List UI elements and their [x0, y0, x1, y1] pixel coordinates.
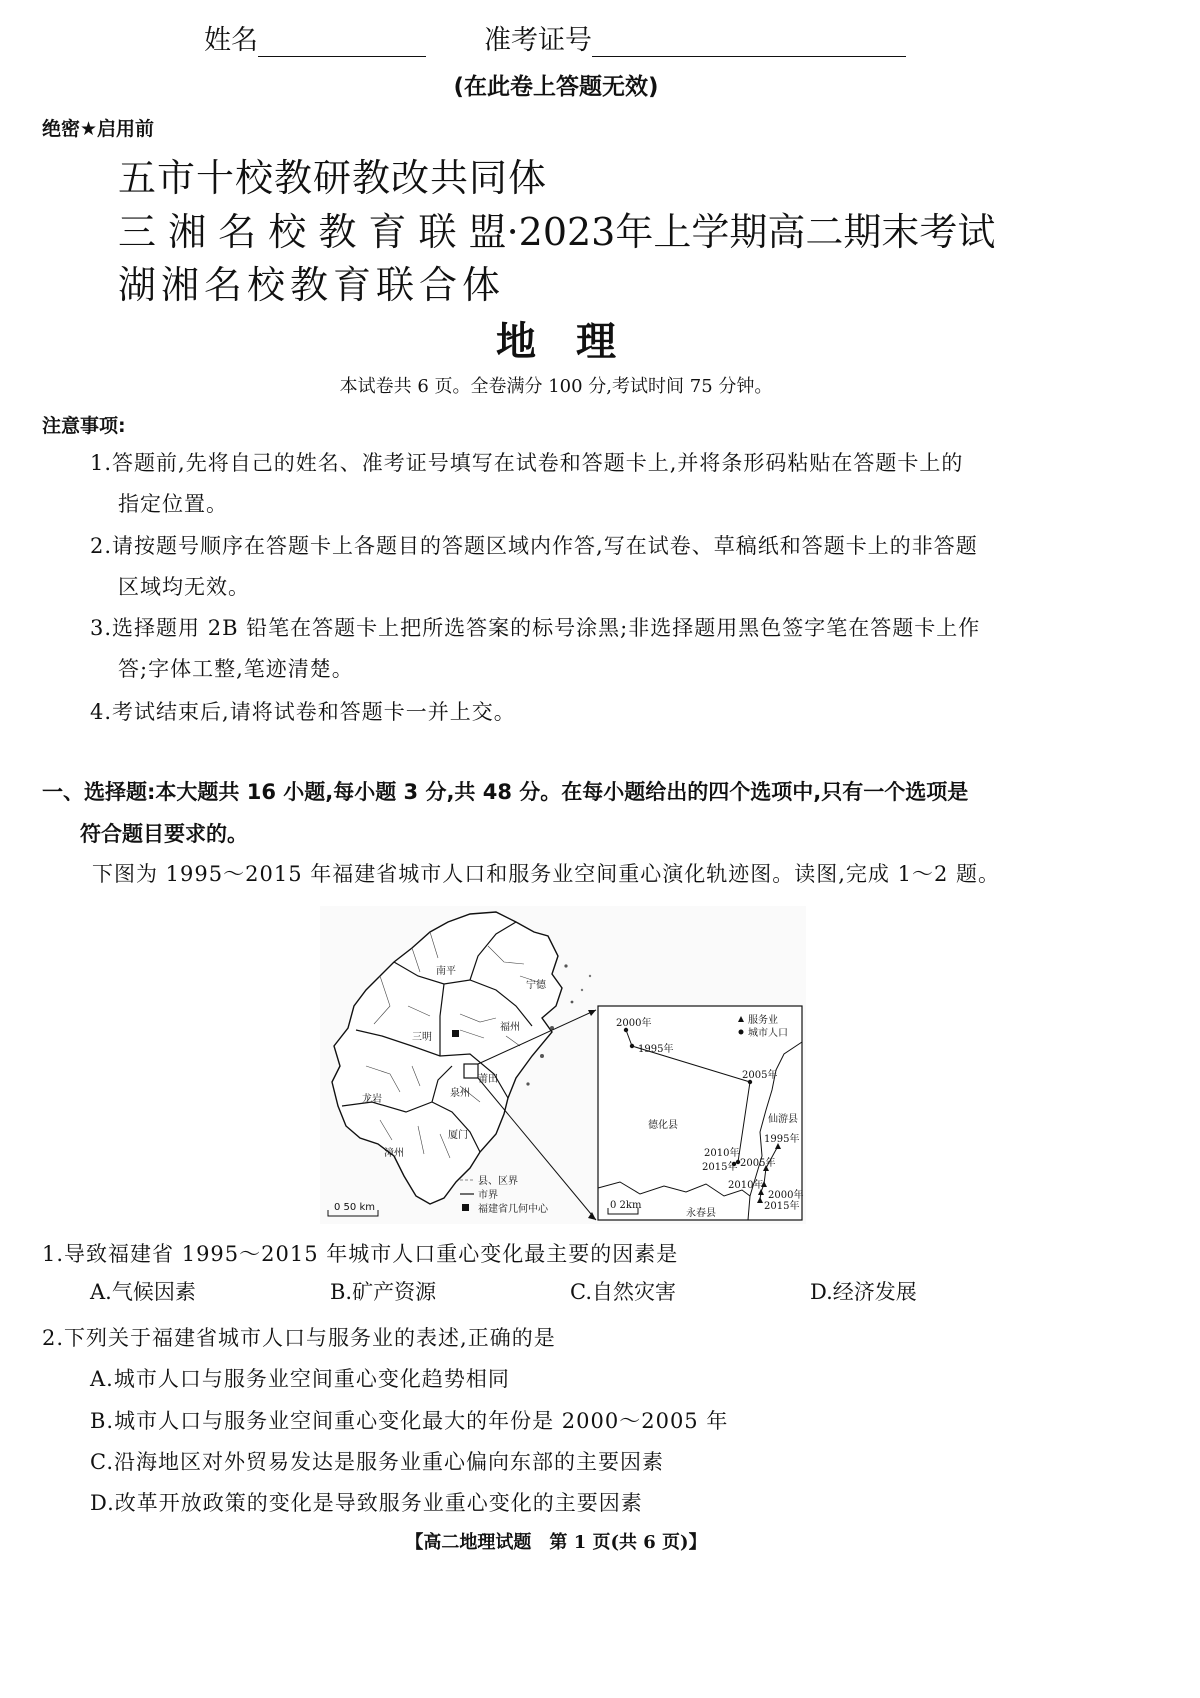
- city-label-xiamen: 厦门: [448, 1130, 468, 1141]
- exam-info: 本试卷共 6 页。全卷满分 100 分,考试时间 75 分钟。: [339, 376, 773, 397]
- island: [571, 1001, 574, 1004]
- id-label: 准考证号: [484, 25, 592, 56]
- city-label-sanming: 三明: [412, 1032, 432, 1043]
- note-3b: 答;字体工整,笔迹清楚。: [118, 657, 354, 681]
- q2-option-c: C.沿海地区对外贸易发达是服务业重心偏向东部的主要因素: [90, 1450, 664, 1474]
- island: [589, 975, 591, 977]
- island: [564, 964, 567, 967]
- service-label-2005: 2005年: [740, 1158, 776, 1169]
- population-point-1995: [630, 1044, 634, 1048]
- main-scale-label: 0 50 km: [334, 1202, 375, 1213]
- population-label-2005: 2005年: [742, 1070, 778, 1081]
- name-blank: [258, 30, 426, 57]
- inset-county-xianyou: 仙游县: [768, 1114, 798, 1125]
- legend-center-label: 福建省几何中心: [478, 1204, 548, 1215]
- q2-option-d: D.改革开放政策的变化是导致服务业重心变化的主要因素: [90, 1491, 643, 1515]
- org-line-1: 五市十校教研教改共同体: [118, 156, 548, 200]
- city-label-zhangzhou: 漳州: [384, 1148, 404, 1159]
- org-line-2: 三 湘 名 校 教 育 联 盟: [118, 210, 507, 254]
- q1-option-b: B.矿产资源: [330, 1280, 437, 1304]
- city-label-quanzhou: 泉州: [450, 1088, 470, 1099]
- section-heading-1: 一、选择题:本大题共 16 小题,每小题 3 分,共 48 分。在每小题给出的四个选项中,只有一个选项是: [42, 780, 969, 804]
- page-footer: 【高二地理试题 第 1 页(共 6 页)】: [405, 1532, 707, 1553]
- island: [540, 1054, 544, 1058]
- exam-name: ·2023年上学期高二期末考试: [506, 210, 996, 254]
- fujian-map-figure: [320, 906, 806, 1224]
- city-label-putian: 莆田: [478, 1074, 498, 1085]
- city-label-longyan: 龙岩: [362, 1094, 382, 1105]
- population-label-1995: 1995年: [638, 1044, 674, 1055]
- note-1a: 1.答题前,先将自己的姓名、准考证号填写在试卷和答题卡上,并将条形码粘贴在答题卡上的: [90, 451, 964, 475]
- notes-heading: 注意事项:: [42, 415, 126, 437]
- org-line-3: 湖湘名校教育联合体: [118, 263, 506, 307]
- question-1-stem: 1.导致福建省 1995～2015 年城市人口重心变化最主要的因素是: [42, 1242, 679, 1266]
- q1-option-a: A.气候因素: [90, 1280, 196, 1304]
- note-1b: 指定位置。: [118, 492, 228, 516]
- figure-intro: 下图为 1995～2015 年福建省城市人口和服务业空间重心演化轨迹图。读图,完成 1～2 题。: [92, 862, 1000, 886]
- inset-county-dehua: 德化县: [648, 1120, 678, 1131]
- name-field: [204, 18, 426, 57]
- service-label-2000: 2000年: [768, 1190, 804, 1201]
- question-2-stem: 2.下列关于福建省城市人口与服务业的表述,正确的是: [42, 1326, 556, 1350]
- city-label-fuzhou: 福州: [500, 1022, 520, 1033]
- invalid-note: (在此卷上答题无效): [453, 74, 659, 100]
- q2-option-b: B.城市人口与服务业空间重心变化最大的年份是 2000～2005 年: [90, 1409, 729, 1433]
- note-2a: 2.请按题号顺序在答题卡上各题目的答题区域内作答,写在试卷、草稿纸和答题卡上的非答题: [90, 534, 978, 558]
- section-heading-2: 符合题目要求的。: [80, 822, 248, 846]
- inset-legend-population-symbol: [739, 1030, 744, 1035]
- note-4: 4.考试结束后,请将试卷和答题卡一并上交。: [90, 700, 516, 724]
- service-label-1995: 1995年: [764, 1134, 800, 1145]
- inset-county-yongchun: 永春县: [686, 1208, 716, 1219]
- population-label-2000: 2000年: [616, 1018, 652, 1029]
- note-2b: 区域均无效。: [118, 575, 250, 599]
- name-label: 姓名: [204, 25, 258, 56]
- q1-option-c: C.自然灾害: [570, 1280, 676, 1304]
- city-label-ningde: 宁德: [526, 980, 546, 991]
- inset-legend-population: 城市人口: [748, 1028, 788, 1039]
- note-3a: 3.选择题用 2B 铅笔在答题卡上把所选答案的标号涂黑;非选择题用黑色签字笔在答题卡上作: [90, 616, 981, 640]
- inset-scale-label: 0 2km: [610, 1200, 642, 1211]
- service-label-2010: 2010年: [728, 1180, 764, 1191]
- q2-option-a: A.城市人口与服务业空间重心变化趋势相同: [90, 1367, 510, 1391]
- subject-title: 地 理: [496, 319, 616, 365]
- island: [526, 1082, 529, 1085]
- population-label-2010: 2010年: [704, 1148, 740, 1159]
- legend-center-marker: [462, 1204, 469, 1211]
- q1-option-d: D.经济发展: [810, 1280, 917, 1304]
- org-line-2-row: [118, 201, 995, 256]
- geometric-center-marker: [452, 1030, 459, 1037]
- id-blank: [592, 30, 906, 57]
- island: [581, 989, 583, 991]
- id-field: [484, 18, 906, 57]
- inset-legend-service: 服务业: [748, 1015, 778, 1026]
- secret-label: 绝密★启用前: [42, 118, 155, 140]
- service-label-2015: 2015年: [764, 1201, 800, 1212]
- legend-county-label: 县、区界: [478, 1176, 518, 1187]
- legend-city-label: 市界: [478, 1190, 498, 1201]
- city-label-nanping: 南平: [436, 966, 456, 977]
- population-label-2015: 2015年: [702, 1162, 738, 1173]
